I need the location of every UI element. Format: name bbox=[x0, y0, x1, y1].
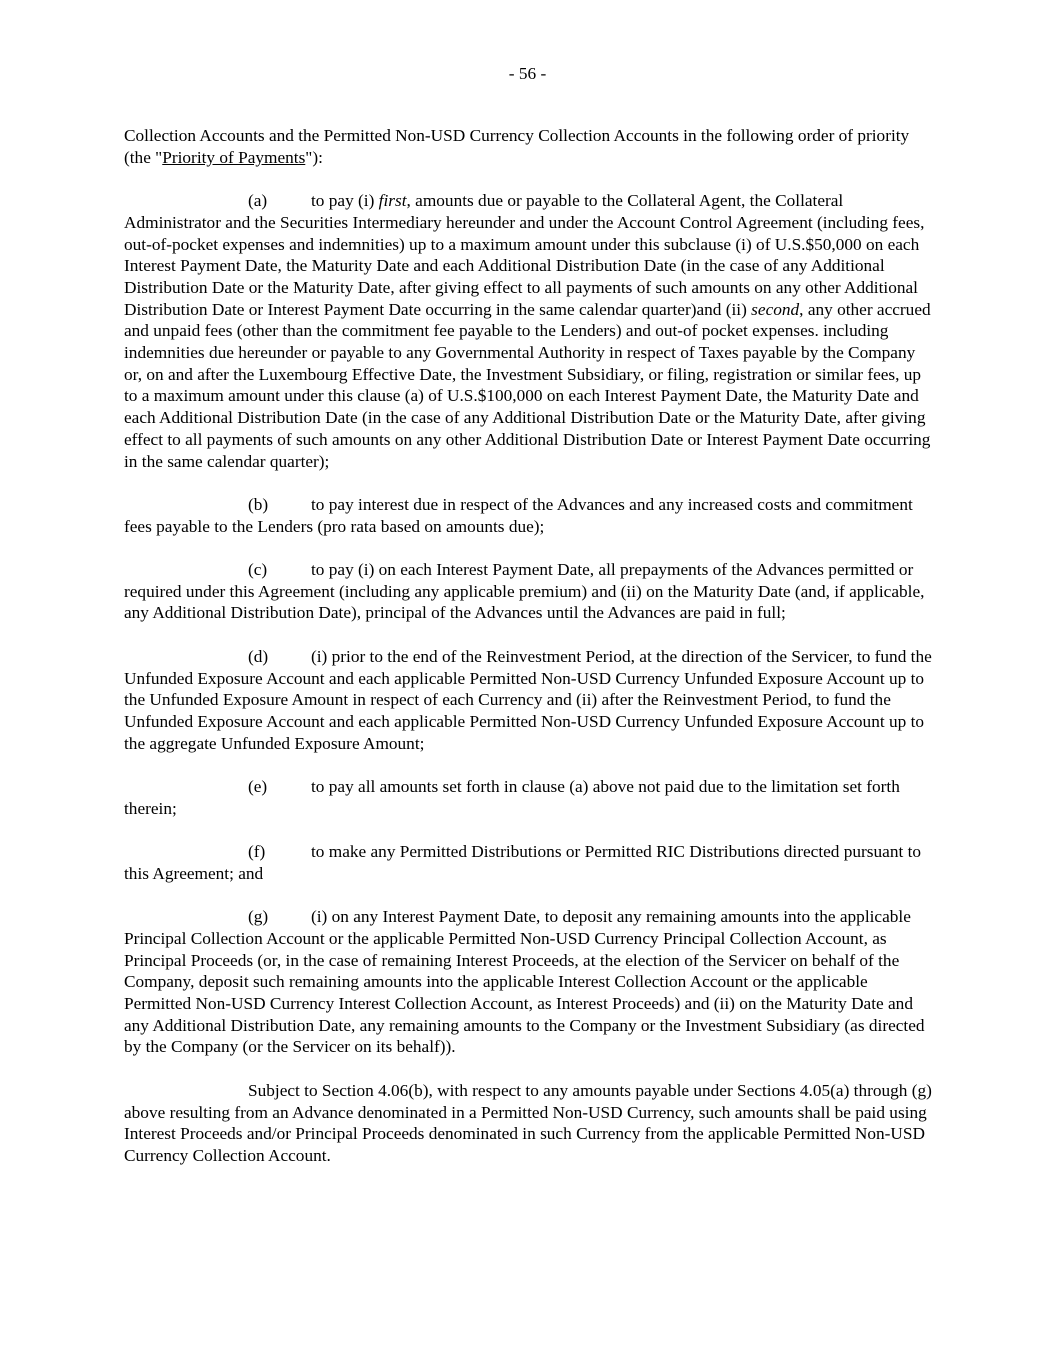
clause-a-first: first bbox=[378, 191, 407, 211]
closing-paragraph: Subject to Section 4.06(b), with respect to any amounts payable under Sections 4.05(a) through (g) above resulting from an Advance denominated in a Permitted Non-USD Currency, such amounts shall be paid using Interest Proceeds and/or Principal Proceeds denominated in such Currency from the applicable Permitted Non-USD Currency Collection Account. bbox=[124, 1080, 932, 1165]
clause-f-label: (f) bbox=[248, 842, 266, 862]
clause-a-text-3: , any other accrued and unpaid fees (other than the commitment fee payable to the Lenders) and out-of pocket expenses. including indemnities due hereunder or payable to any Governmental Authority in respect of Taxes payable by the Company or, on and after the Luxembourg Effective Date, the Investment Subsidiary, or filing, registration or similar fees, up to a maximum amount under this clause (a) of U.S.$100,000 on each Interest Payment Date, the Maturity Date and each Additional Distribution Date (in the case of any Additional Distribution Date or the Maturity Date, after giving effect to all payments of such amounts on any other Additional Distribution Date or Interest Payment Date occurring in the same calendar quarter); bbox=[124, 299, 931, 471]
clause-g-text: (i) on any Interest Payment Date, to deposit any remaining amounts into the applicable Principal Collection Account or the applicable Permitted Non-USD Currency Principal Collection Account, as Principal Proceeds (or, in the case of remaining Interest Proceeds, at the election of the Servicer on behalf of the Company, deposit such remaining amounts into the applicable Interest Collection Account or the applicable Permitted Non-USD Currency Interest Collection Account, as Interest Proceeds) and (ii) on the Maturity Date and any Additional Distribution Date, any remaining amounts to the Company or the Investment Subsidiary (as directed by the Company (or the Servicer on its behalf)). bbox=[124, 907, 925, 1057]
clause-d-text: (i) prior to the end of the Reinvestment Period, at the direction of the Servicer, to fund the Unfunded Exposure Account and each applicable Permitted Non-USD Currency Unfunded Exposure Account up to the Unfunded Exposure Amount in respect of each Currency and (ii) after the Reinvestment Period, to fund the Unfunded Exposure Account and each applicable Permitted Non-USD Currency Unfunded Exposure Account up to the aggregate Unfunded Exposure Amount; bbox=[124, 646, 932, 753]
clause-b bbox=[124, 494, 934, 537]
clause-b-label: (b) bbox=[248, 494, 269, 514]
defined-term-priority-of-payments: Priority of Payments bbox=[162, 147, 306, 167]
clause-c-text: to pay (i) on each Interest Payment Date, all prepayments of the Advances permitted or required under this Agreement (including any applicable premium) and (ii) on the Maturity Date (and, if applicable, any Additional Distribution Date), principal of the Advances until the Advances are paid in full; bbox=[124, 560, 925, 623]
clause-e bbox=[124, 776, 934, 819]
clause-c-label: (c) bbox=[248, 560, 268, 580]
clause-f bbox=[124, 841, 934, 884]
intro-paragraph bbox=[124, 125, 934, 168]
clause-d-label: (d) bbox=[248, 646, 269, 666]
intro-text-before: Collection Accounts and the Permitted Non-USD Currency Collection Accounts in the following order of priority (the " bbox=[124, 126, 910, 167]
document-body bbox=[124, 125, 934, 1188]
clause-g-label: (g) bbox=[248, 907, 269, 927]
clause-a bbox=[124, 190, 934, 472]
intro-text-after: "): bbox=[305, 147, 323, 167]
clause-a-second: second bbox=[751, 299, 800, 319]
clause-a-text-1: to pay (i) bbox=[311, 191, 379, 211]
clause-d bbox=[124, 646, 934, 755]
page-number: - 56 - bbox=[508, 64, 547, 83]
clause-f-text: to make any Permitted Distributions or Permitted RIC Distributions directed pursuant to this Agreement; and bbox=[124, 842, 922, 883]
clause-g bbox=[124, 906, 934, 1058]
clause-b-text: to pay interest due in respect of the Advances and any increased costs and commitment fees payable to the Lenders (pro rata based on amounts due); bbox=[124, 494, 913, 536]
clause-e-text: to pay all amounts set forth in clause (a) above not paid due to the limitation set forth therein; bbox=[124, 777, 900, 818]
clause-c bbox=[124, 559, 934, 624]
clause-a-label: (a) bbox=[248, 191, 268, 211]
clause-a-text-2: , amounts due or payable to the Collateral Agent, the Collateral Administrator and the Securities Intermediary hereunder and under the Account Control Agreement (including fees, out-of-pocket expenses and indemnities) up to a maximum amount under this subclause (i) of U.S.$50,000 on each Interest Payment Date, the Maturity Date and each Additional Distribution Date (in the case of any Additional Distribution Date or the Maturity Date, after giving effect to all payments of such amounts on any other Additional Distribution Date or Interest Payment Date occurring in the same calendar quarter)and (ii) bbox=[124, 191, 925, 319]
clause-e-label: (e) bbox=[248, 777, 268, 797]
